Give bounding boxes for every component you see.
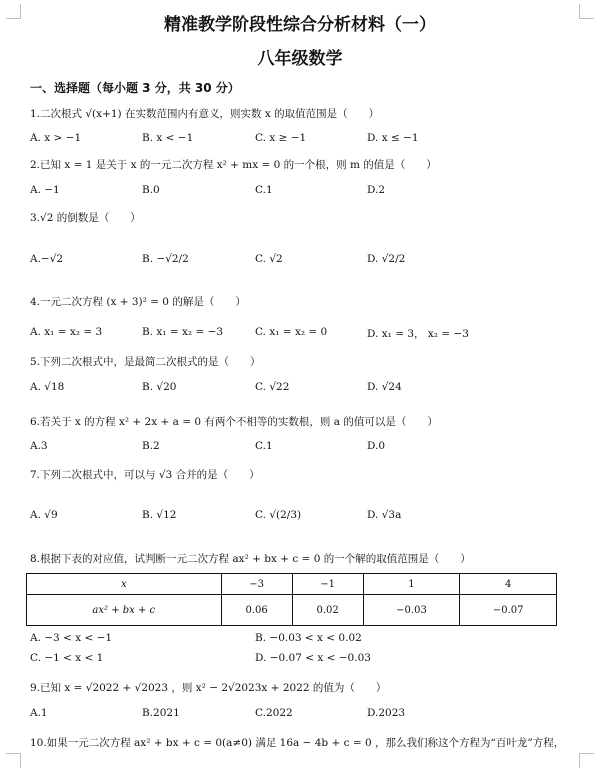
option-a[interactable]: A. √18 (30, 381, 65, 393)
option-c[interactable]: C. √22 (255, 381, 290, 393)
section-title: 一、选择题（每小题 3 分，共 30 分） (30, 81, 240, 95)
option-b[interactable]: B. x < −1 (142, 132, 194, 144)
question-7-stem: 7.下列二次根式中，可以与 √3 合并的是（ ） (30, 469, 260, 481)
option-d[interactable]: D.2023 (367, 707, 406, 719)
option-c[interactable]: C. √(2/3) (255, 509, 302, 521)
table-cell: −0.03 (363, 595, 460, 626)
option-d[interactable]: D. √3a (367, 509, 402, 521)
option-b[interactable]: B. x₁ = x₂ = −3 (142, 326, 224, 338)
question-3-stem: 3.√2 的倒数是（ ） (30, 212, 141, 224)
option-d[interactable]: D. √2/2 (367, 253, 406, 265)
option-c[interactable]: C. x₁ = x₂ = 0 (255, 326, 328, 338)
question-1-stem: 1.二次根式 √(x+1) 在实数范围内有意义，则实数 x 的取值范围是（ ） (30, 108, 380, 120)
page-title: 精准教学阶段性综合分析材料（一） (164, 15, 436, 35)
option-b[interactable]: B.2 (142, 440, 160, 452)
table-header-cell: 1 (363, 574, 460, 595)
option-d[interactable]: D.0 (367, 440, 386, 452)
question-10-stem: 10.如果一元二次方程 ax² + bx + c = 0(a≠0) 满足 16a − 4b + c = 0 ，那么我们称这个方程为“百叶龙”方程， (30, 737, 565, 749)
option-c[interactable]: C. x ≥ −1 (255, 132, 307, 144)
option-d[interactable]: D. x ≤ −1 (367, 132, 419, 144)
option-c[interactable]: C.1 (255, 184, 273, 196)
question-2-stem: 2.已知 x = 1 是关于 x 的一元二次方程 x² + mx = 0 的一个根，则 m 的值是（ ） (30, 159, 437, 171)
crop-mark-bottom-left (6, 753, 21, 768)
question-6-stem: 6.若关于 x 的方程 x² + 2x + a = 0 有两个不相等的实数根，则 a 的值可以是（ ） (30, 416, 438, 428)
crop-mark-bottom-right (579, 753, 594, 768)
table-header-cell: −1 (292, 574, 363, 595)
page-subtitle: 八年级数学 (257, 49, 343, 69)
option-b[interactable]: B. −0.03 < x < 0.02 (255, 632, 362, 644)
option-a[interactable]: A.1 (30, 707, 48, 719)
option-a[interactable]: A. −3 < x < −1 (30, 632, 113, 644)
question-5-stem: 5.下列二次根式中，是最简二次根式的是（ ） (30, 356, 261, 368)
question-9-stem: 9.已知 x = √2022 + √2023 ，则 x² − 2√2023x + 2022 的值为（ ） (30, 682, 387, 694)
option-a[interactable]: A. −1 (30, 184, 60, 196)
option-b[interactable]: B. −√2/2 (142, 253, 189, 265)
table-header-cell: −3 (221, 574, 292, 595)
option-c[interactable]: C.1 (255, 440, 273, 452)
option-b[interactable]: B. √12 (142, 509, 177, 521)
table-cell: 0.02 (292, 595, 363, 626)
question-8-stem: 8.根据下表的对应值，试判断一元二次方程 ax² + bx + c = 0 的一个解的取值范围是（ ） (30, 553, 471, 565)
option-c[interactable]: C. −1 < x < 1 (30, 652, 104, 664)
option-b[interactable]: B. √20 (142, 381, 177, 393)
option-a[interactable]: A.−√2 (30, 253, 64, 265)
option-c[interactable]: C. √2 (255, 253, 283, 265)
option-d[interactable]: D. √24 (367, 381, 402, 393)
table-cell: 0.06 (221, 595, 292, 626)
table-header-cell: 4 (460, 574, 557, 595)
option-d[interactable]: D.2 (367, 184, 386, 196)
option-a[interactable]: A. x > −1 (30, 132, 82, 144)
option-b[interactable]: B.0 (142, 184, 160, 196)
option-c[interactable]: C.2022 (255, 707, 293, 719)
option-a[interactable]: A.3 (30, 440, 48, 452)
option-b[interactable]: B.2021 (142, 707, 180, 719)
question-4-stem: 4.一元二次方程 (x + 3)² = 0 的解是（ ） (30, 296, 246, 308)
table-cell: ax² + bx + c (27, 595, 222, 626)
table-header-cell: x (27, 574, 222, 595)
value-table (26, 573, 557, 626)
option-a[interactable]: A. x₁ = x₂ = 3 (30, 326, 103, 338)
option-d[interactable]: D. x₁ = 3， x₂ = −3 (367, 328, 469, 340)
option-a[interactable]: A. √9 (30, 509, 58, 521)
table-cell: −0.07 (460, 595, 557, 626)
option-d[interactable]: D. −0.07 < x < −0.03 (255, 652, 371, 664)
